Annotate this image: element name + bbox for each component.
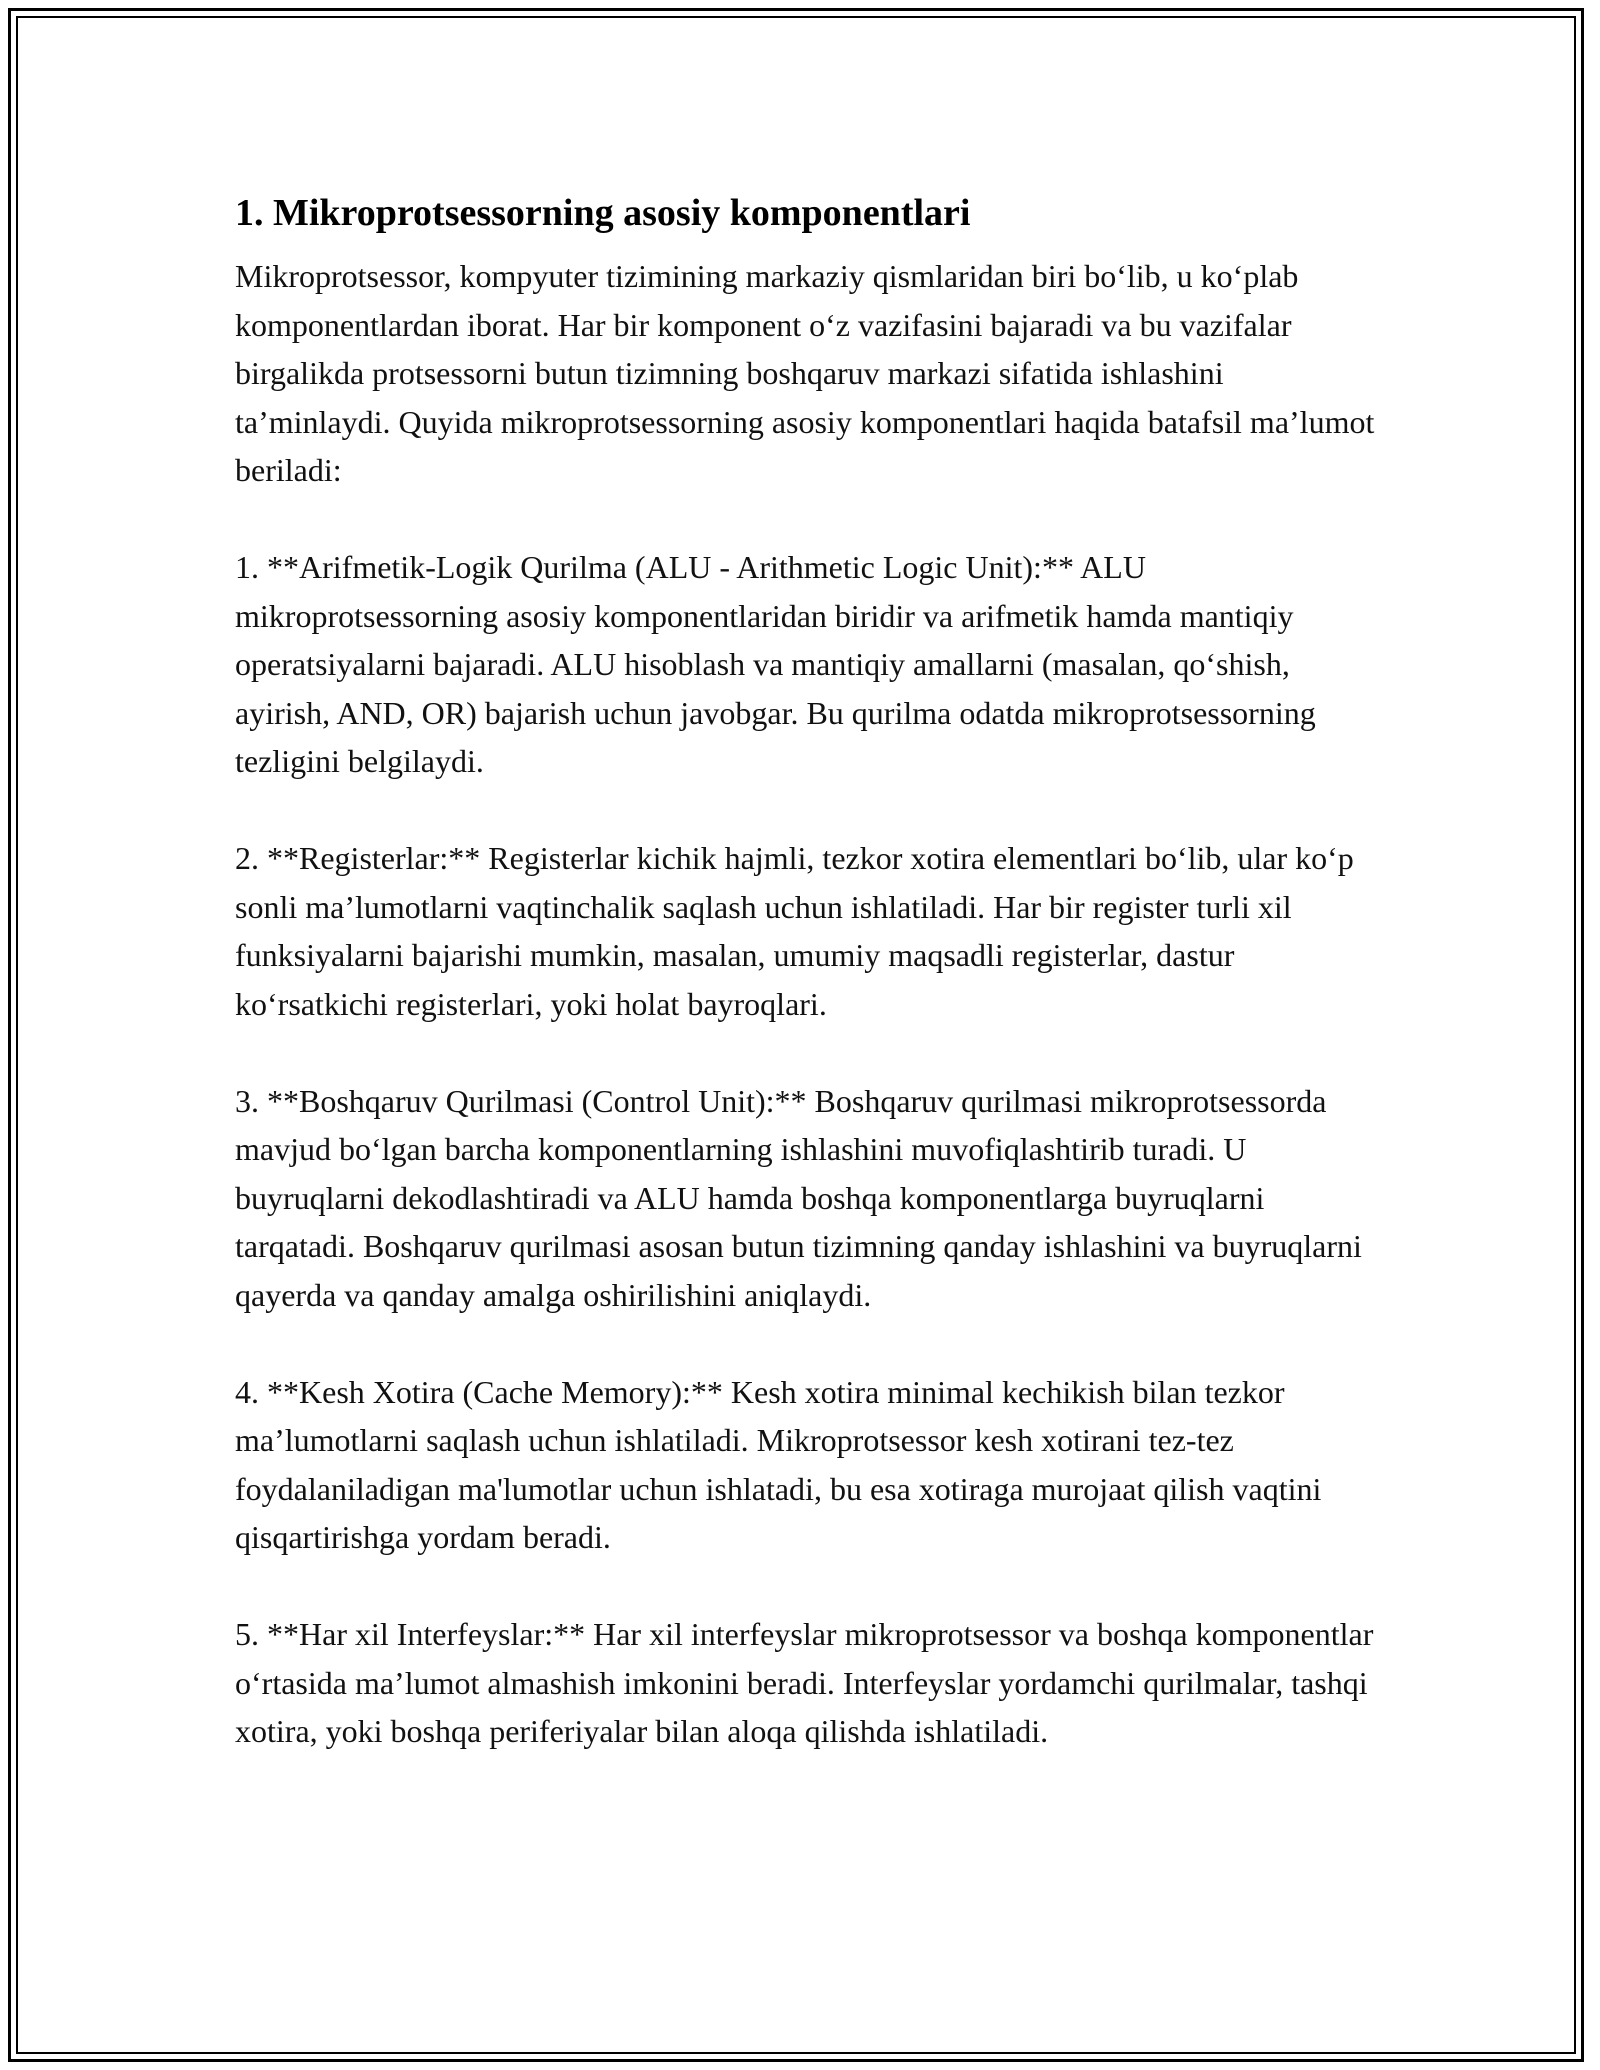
section-heading: 1. Mikroprotsessorning asosiy komponentlari [235,192,971,234]
list-item-control-unit: 3. **Boshqaruv Qurilmasi (Control Unit):** Boshqaruv qurilmasi mikroprotsessorda mavjud bo‘lgan barcha komponentlarning ishlashini muvofiqlashtirib turadi. U buyruqlarni dekodlashtiradi va ALU hamda boshqa komponentlarga buyruqlarni tarqatadi. Boshqaruv qurilmasi asosan butun tizimning qanday ishlashini va buyruqlarni qayerda va qanday amalga oshirilishini aniqlaydi. [235,1082,1362,1313]
list-item-registers: 2. **Registerlar:** Registerlar kichik hajmli, tezkor xotira elementlari bo‘lib, ular ko‘p sonli ma’lumotlarni vaqtinchalik saqlash uchun ishlatiladi. Har bir register turli xil funksiyalarni bajarishi mumkin, masalan, umumiy maqsadli registerlar, dastur ko‘rsatkichi registerlari, yoki holat bayroqlari. [235,840,1354,1022]
list-item-alu: 1. **Arifmetik-Logik Qurilma (ALU - Arithmetic Logic Unit):** ALU mikroprotsessorning asosiy komponentlaridan biridir va arifmetik hamda mantiqiy operatsiyalarni bajaradi. ALU hisoblash va mantiqiy amallarni (masalan, qo‘shish, ayirish, AND, OR) bajarish uchun javobgar. Bu qurilma odatda mikroprotsessorning tezligini belgilaydi. [235,549,1316,779]
list-item-interfaces: 5. **Har xil Interfeyslar:** Har xil interfeyslar mikroprotsessor va boshqa komponentlar o‘rtasida ma’lumot almashish imkonini beradi. Interfeyslar yordamchi qurilmalar, tashqi xotira, yoki boshqa periferiyalar bilan aloqa qilishda ishlatiladi. [235,1616,1374,1749]
intro-paragraph: Mikroprotsessor, kompyuter tizimining markaziy qismlaridan biri bo‘lib, u ko‘plab komponentlardan iborat. Har bir komponent o‘z vazifasini bajaradi va bu vazifalar birgalikda protsessorni butun tizimning boshqaruv markazi sifatida ishlashini ta’minlaydi. Quyida mikroprotsessorning asosiy komponentlari haqida batafsil ma’lumot beriladi: [235,258,1375,488]
document-body [235,186,1375,1804]
list-item-cache-memory: 4. **Kesh Xotira (Cache Memory):** Kesh xotira minimal kechikish bilan tezkor ma’lumotlarni saqlash uchun ishlatiladi. Mikroprotsessor kesh xotirani tez-tez foydalaniladigan ma'lumotlar uchun ishlatadi, bu esa xotiraga murojaat qilish vaqtini qisqartirishga yordam beradi. [235,1373,1322,1555]
